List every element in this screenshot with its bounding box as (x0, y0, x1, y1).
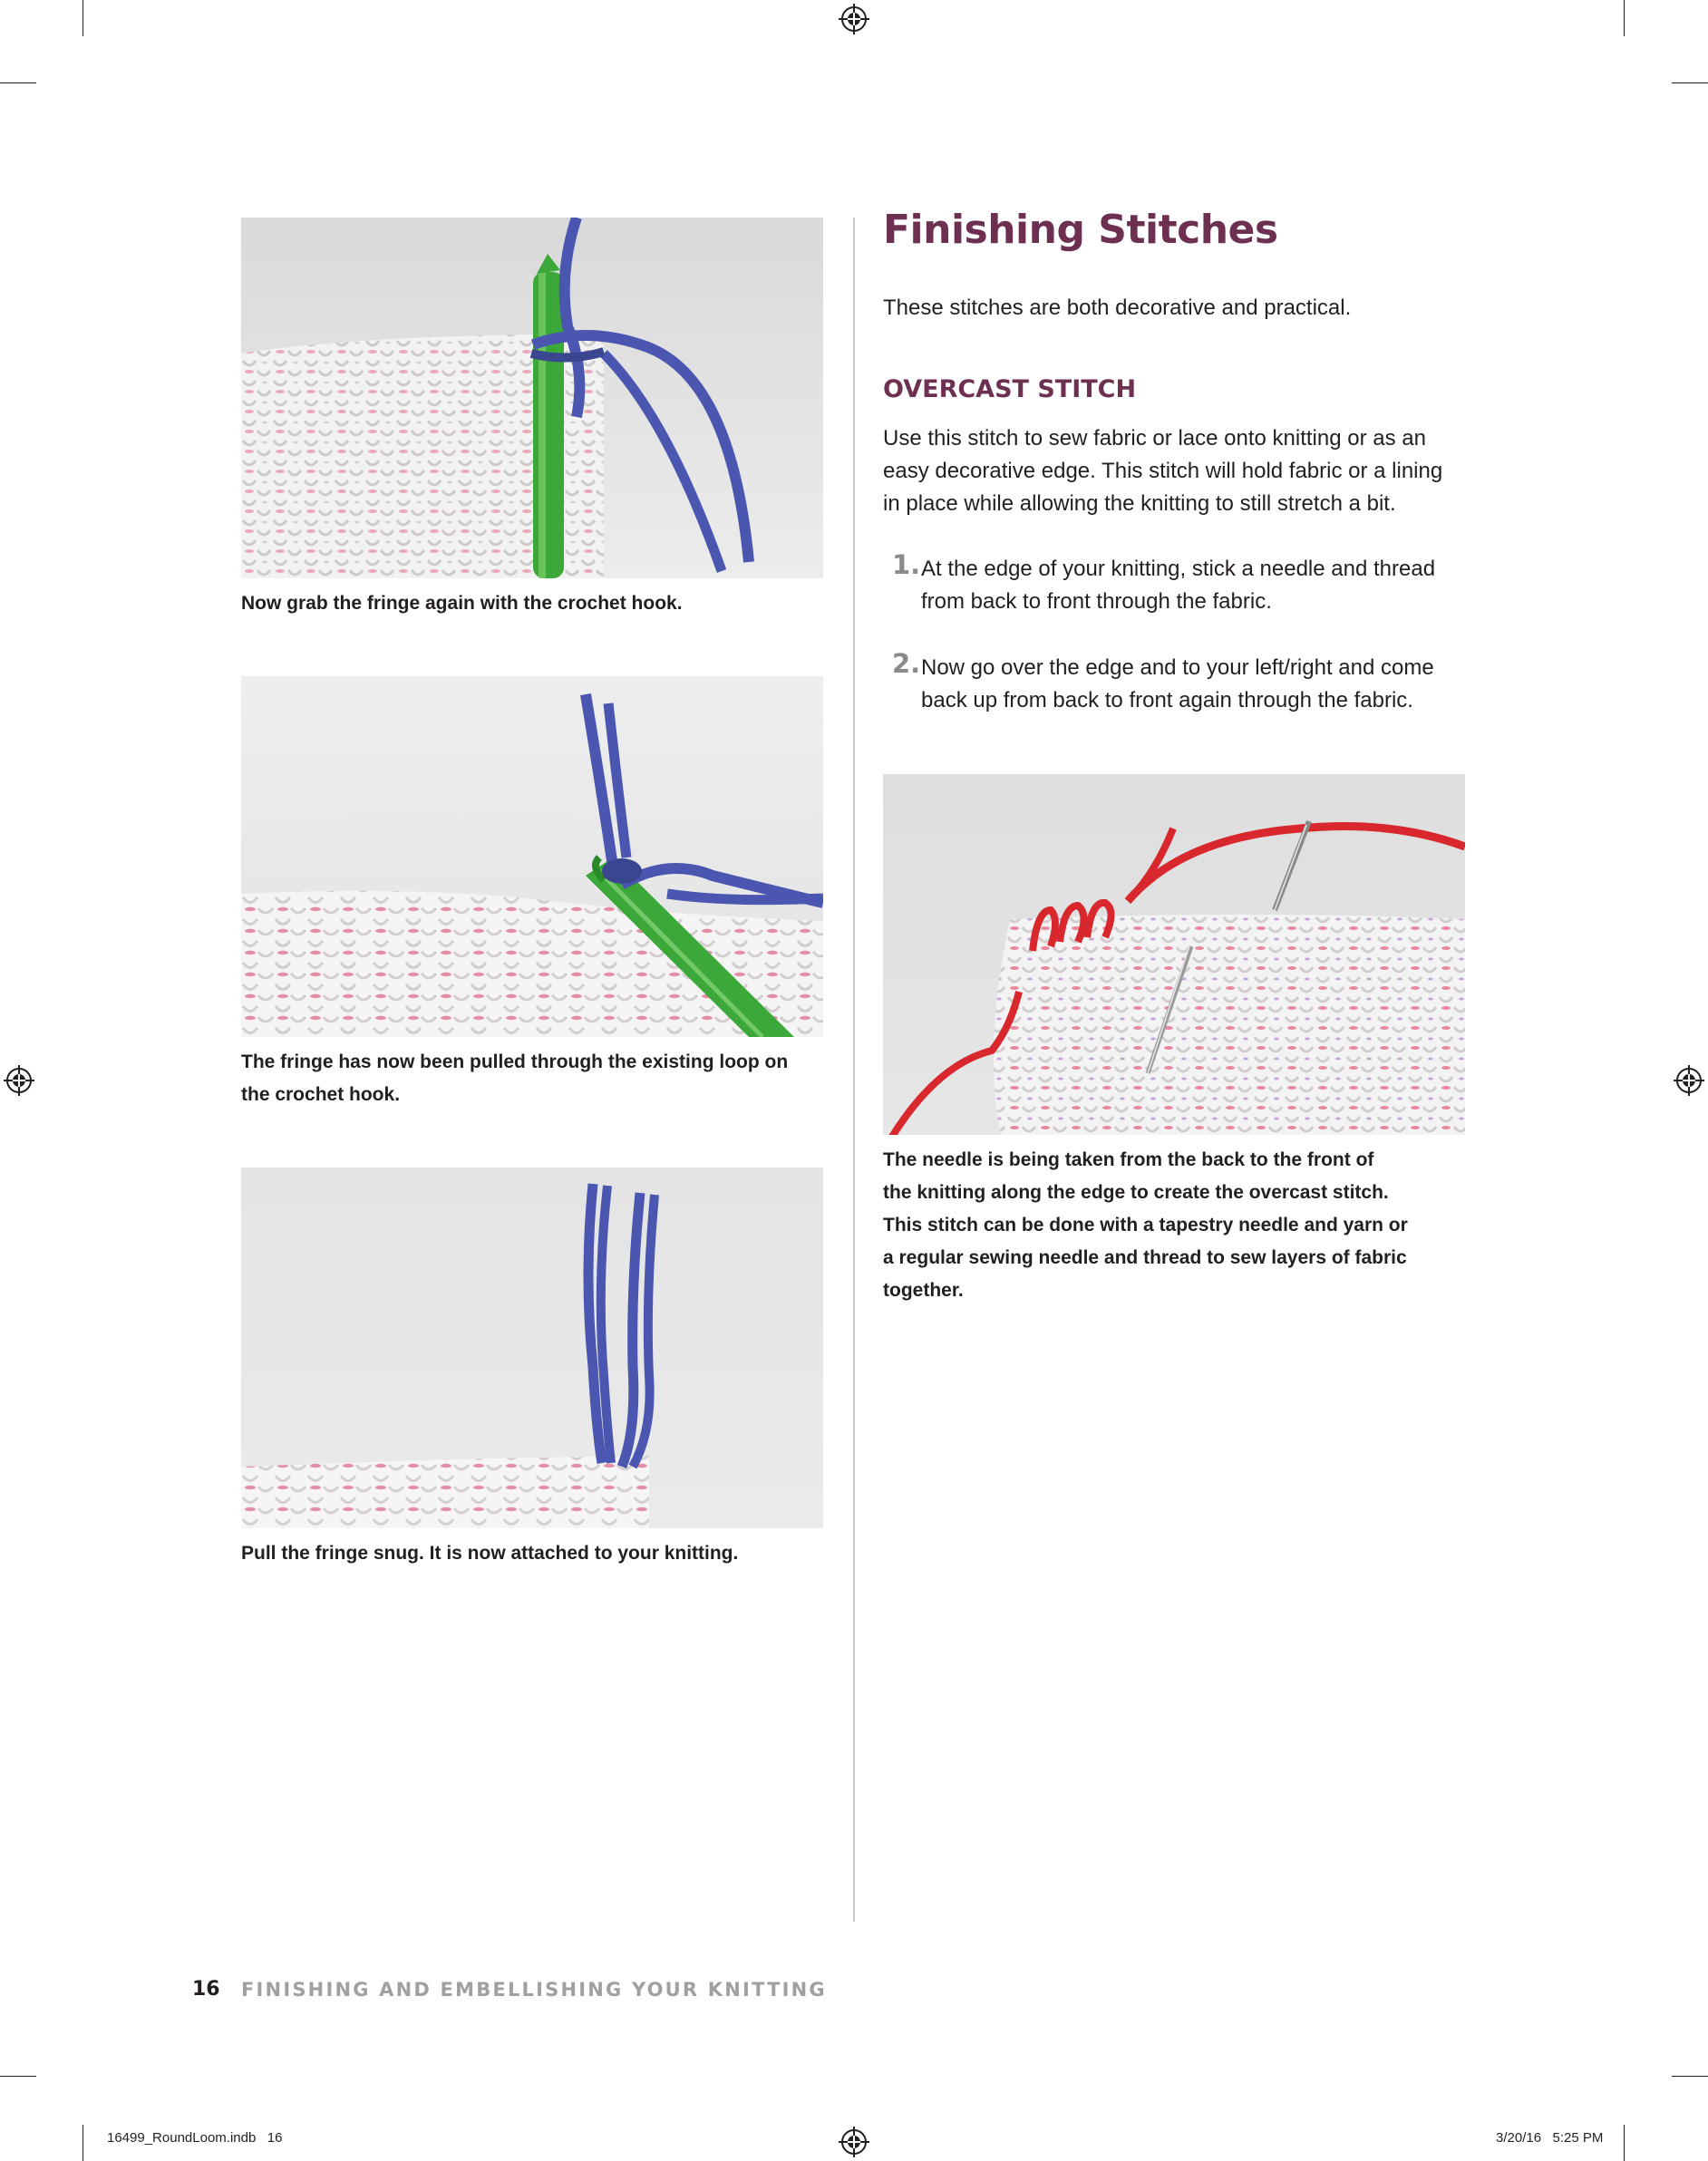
column-divider (853, 218, 855, 1922)
running-footer-title: FINISHING AND EMBELLISHING YOUR KNITTING (241, 1979, 827, 2001)
photo-caption: Pull the fringe snug. It is now attached to your knitting. (241, 1543, 739, 1564)
registration-mark-icon (839, 4, 869, 34)
slug-date: 3/20/16 5:25 PM (1496, 2130, 1604, 2146)
crop-mark (1624, 2125, 1625, 2161)
slug-file-info: 16499_RoundLoom.indb 16 (107, 2130, 283, 2146)
photo-overcast-stitch (883, 774, 1465, 1135)
crop-mark (1672, 2076, 1708, 2077)
intro-text: These stitches are both decorative and practical. (883, 296, 1352, 320)
step-number: 2. (892, 648, 921, 679)
crop-mark (82, 0, 83, 36)
page-number: 16 (192, 1978, 220, 2001)
photo-caption: The needle is being taken from the back to the front of the knitting along the edge to create the overcast stitch. This stitch can be done with a tapestry needle and yarn or a regular sewing needle and thread to sew layers of fabric together. (883, 1149, 1408, 1301)
photo-fringe-snug (241, 1168, 823, 1528)
step-number: 1. (892, 549, 921, 580)
section-description: Use this stitch to sew fabric or lace onto knitting or as an easy decorative edge. This stitch will hold fabric or a lining in place while allowing the knitting to still stretch a bit. (883, 426, 1443, 516)
registration-mark-icon (1674, 1065, 1704, 1096)
crop-mark (0, 2076, 36, 2077)
crop-mark (1672, 82, 1708, 83)
step-text: At the edge of your knitting, stick a needle and thread from back to front through the fabric. (921, 557, 1436, 614)
crop-mark (1624, 0, 1625, 36)
photo-caption: Now grab the fringe again with the crochet hook. (241, 593, 683, 614)
page-title: Finishing Stitches (883, 207, 1278, 253)
photo-caption: The fringe has now been pulled through the existing loop on the crochet hook. (241, 1051, 789, 1105)
photo-fringe-pulled-through-loop (241, 676, 823, 1037)
step-text: Now go over the edge and to your left/right and come back up from back to front again through the fabric. (921, 655, 1434, 712)
photo-hook-grabbing-fringe (241, 218, 823, 578)
registration-mark-icon (4, 1065, 34, 1096)
crop-mark (0, 82, 36, 83)
crop-mark (82, 2125, 83, 2161)
registration-mark-icon (839, 2127, 869, 2157)
section-heading: OVERCAST STITCH (883, 375, 1137, 403)
